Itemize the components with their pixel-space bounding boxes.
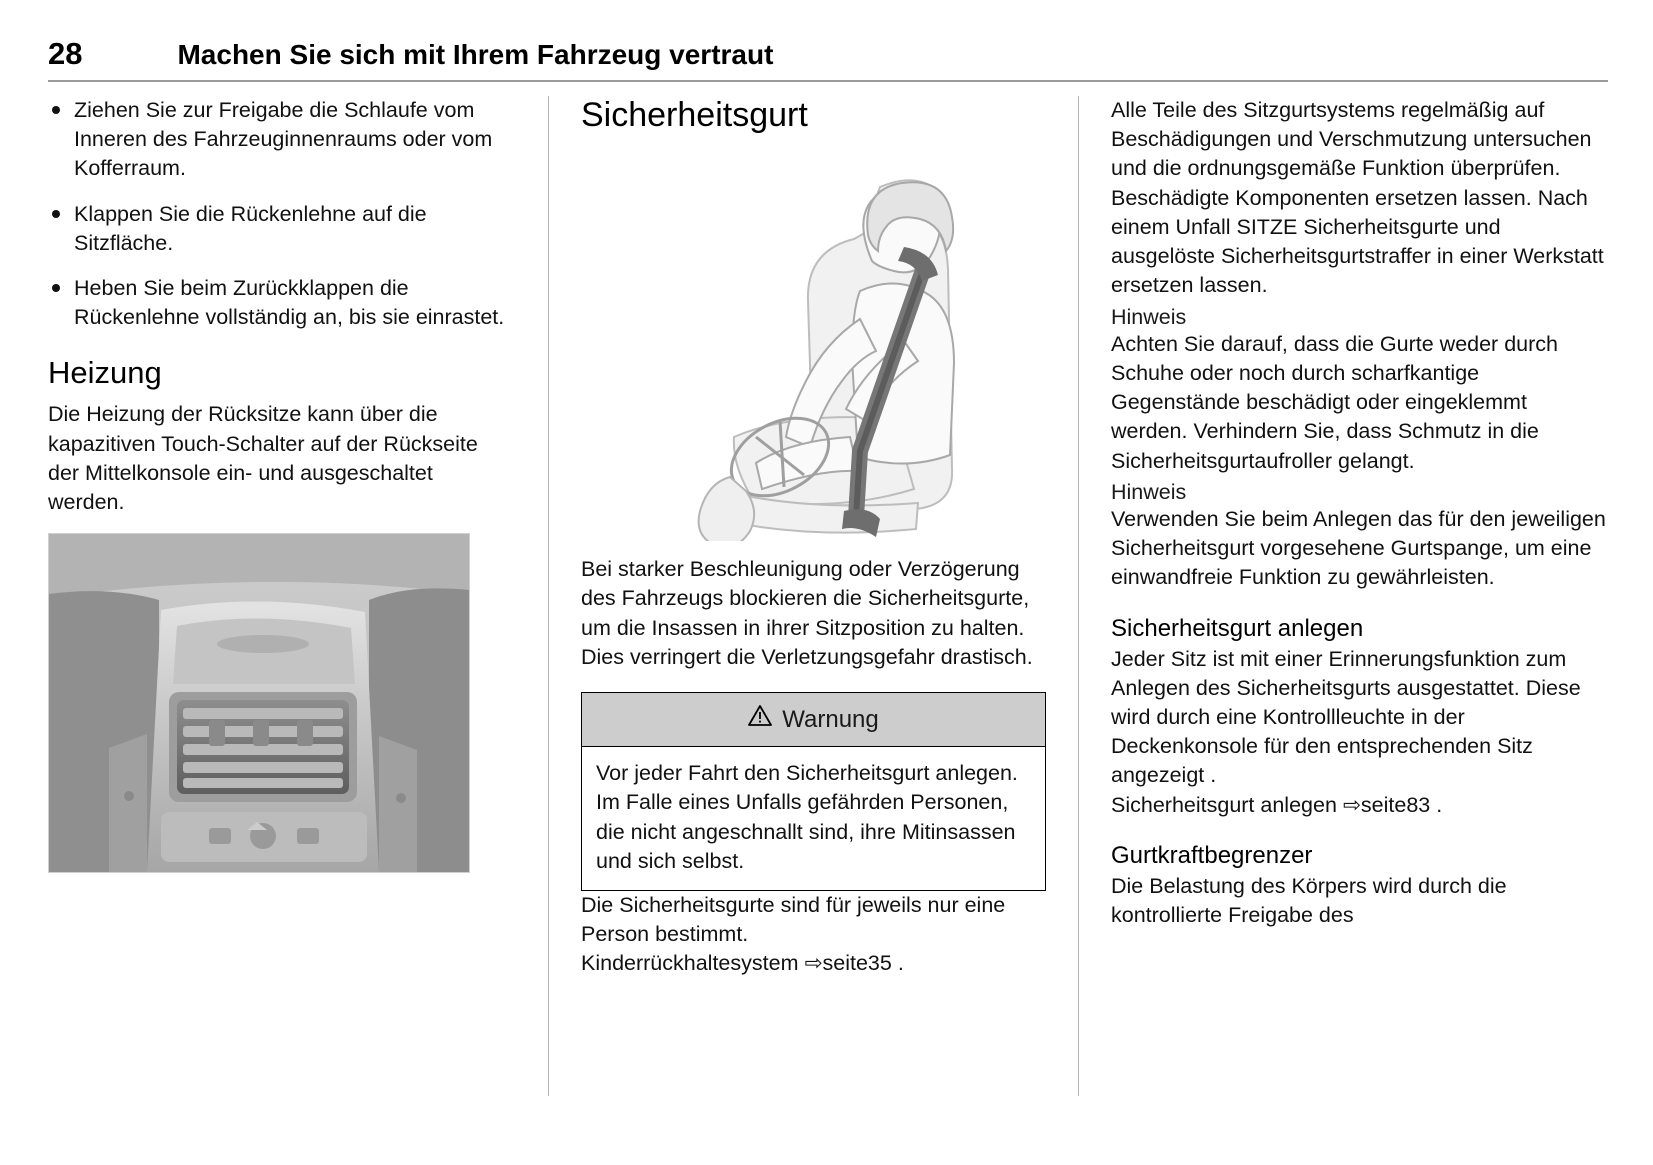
heading-sicherheitsgurt-anlegen: Sicherheitsgurt anlegen [1111,614,1364,642]
right-paragraph-1: Alle Teile des Sitzgurtsystems regelmäßig auf Beschädigungen und Verschmutzung untersuchen und die ordnungsgemäße Funktion überprüfen. Beschädigte Komponenten ersetzen lassen. Nach einem Unfall SITZE Sicherheitsgurte und ausgelöste Sicherheitsgurtstraffer in einer Werkstatt ersetzen lassen. [1111,98,1604,298]
page-header [48,38,1608,69]
cross-ref-arrow-icon: ⇨ [804,951,823,977]
column-left [48,96,548,1096]
cross-ref-label: Sicherheitsgurt anlegen [1111,792,1337,817]
warning-line-1: Vor jeder Fahrt den Sicherheitsgurt anlegen. [596,761,1018,786]
cross-ref-target[interactable]: seite83 [1360,792,1431,817]
page-title: Machen Sie sich mit Ihrem Fahrzeug vertraut [177,39,774,70]
header-divider [48,80,1608,82]
content-columns [48,96,1608,1096]
cross-ref-period: . [897,951,904,976]
cross-reference-anlegen [1111,791,1608,820]
list-item: Ziehen Sie zur Freigabe die Schlaufe vom Inneren des Fahrzeuginnenraums oder vom Kofferraum. [48,96,512,184]
warning-box [581,692,1046,891]
warning-line-2: Im Falle eines Unfalls gefährden Personen, die nicht angeschnallt sind, ihre Mitinsassen und sich selbst. [596,790,1016,873]
anlegen-paragraph: Jeder Sitz ist mit einer Erinnerungsfunktion zum Anlegen des Sicherheitsgurts ausgestattet. Diese wird durch eine Kontrollleuchte in der Deckenkonsole für den entsprechenden Sitz angezeigt . [1111,646,1581,788]
warning-title: Warnung [782,705,879,733]
gurtkraft-paragraph: Die Belastung des Körpers wird durch die kontrollierte Freigabe des [1111,873,1507,928]
cross-ref-arrow-icon: ⇨ [1342,792,1361,818]
note-text-2: Verwenden Sie beim Anlegen das für den jeweiligen Sicherheitsgurt vorgesehene Gurtspange, um eine einwandfreie Funktion zu gewährleisten. [1111,506,1606,590]
rear-console-vent-photo [48,533,470,873]
warning-body [582,747,1045,890]
heading-sicherheitsgurt: Sicherheitsgurt [581,96,808,134]
seatbelt-paragraph-3: Die Sicherheitsgurte sind für jeweils nur eine Person bestimmt. [581,892,1006,947]
cross-ref-period: . [1436,792,1443,817]
cross-reference-kinderrueckhaltesystem [581,949,1046,978]
list-item: Heben Sie beim Zurückklappen die Rückenlehne vollständig an, bis sie einrastet. [48,274,512,332]
cross-ref-target[interactable]: seite35 [822,951,892,976]
heading-gurtkraftbegrenzer: Gurtkraftbegrenzer [1111,841,1313,869]
cross-ref-label: Kinderrückhaltesystem [581,951,799,976]
warning-header [582,693,1045,747]
driver-seatbelt-illustration [604,151,1024,541]
heading-heizung: Heizung [48,354,162,390]
column-right [1078,96,1608,1096]
seatbelt-paragraph-2: Dies verringert die Verletzungsgefahr drastisch. [581,644,1033,669]
note-label-2: Hinweis [1111,479,1187,504]
seatbelt-paragraph-1: Bei starker Beschleunigung oder Verzögerung des Fahrzeugs blockieren die Sicherheitsgurte, um die Insassen in ihrer Sitzposition zu halten. [581,557,1030,640]
page-number: 28 [48,36,83,71]
warning-triangle-icon [748,705,772,734]
heizung-paragraph: Die Heizung der Rücksitze kann über die kapazitiven Touch-Schalter auf der Rückseite der Mittelkonsole ein- und ausgeschaltet werden. [48,402,478,514]
column-middle [548,96,1078,1096]
list-item: Klappen Sie die Rückenlehne auf die Sitzfläche. [48,200,512,258]
note-text-1: Achten Sie darauf, dass die Gurte weder durch Schuhe oder noch durch scharfkantige Gegenstände beschädigt oder eingeklemmt werden. Verhindern Sie, dass Schmutz in die Sicherheitsgurtaufroller gelangt. [1111,331,1558,473]
instruction-list [48,96,512,333]
note-label-1: Hinweis [1111,304,1187,329]
